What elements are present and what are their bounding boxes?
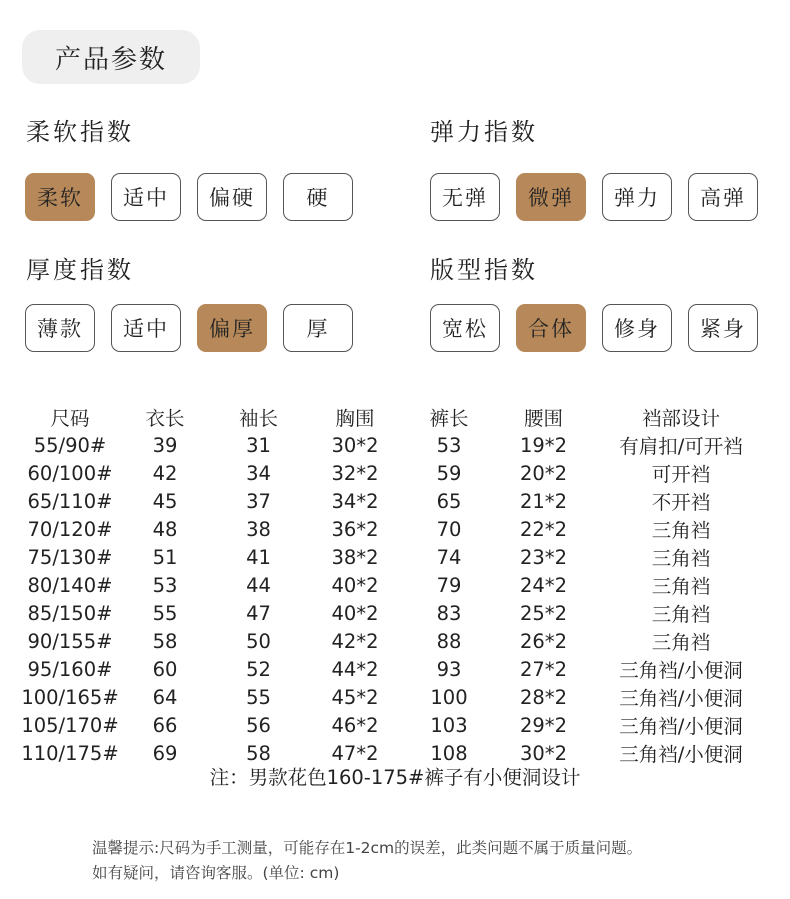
header-top-length: 衣长 — [145, 407, 185, 430]
table-cell: 70/120# — [27, 517, 113, 541]
table-cell: 108 — [430, 741, 468, 765]
table-cell: 44 — [246, 573, 271, 597]
thickness-option-1: 薄款 — [25, 304, 95, 352]
softness-option-1: 柔软 — [25, 173, 95, 221]
table-cell: 23*2 — [520, 545, 567, 569]
table-cell: 55 — [246, 685, 271, 709]
table-cell: 34*2 — [331, 489, 379, 513]
table-cell: 三角裆 — [651, 519, 711, 542]
table-cell: 88 — [436, 629, 462, 653]
table-cell: 37 — [246, 489, 271, 513]
table-row — [20, 711, 770, 739]
table-cell: 25*2 — [520, 601, 567, 625]
table-cell: 74 — [436, 545, 462, 569]
table-row — [20, 571, 770, 599]
table-cell: 53 — [436, 433, 462, 457]
table-cell: 38*2 — [331, 545, 379, 569]
elasticity-title: 弹力指数 — [430, 118, 538, 146]
thickness-option-3: 偏厚 — [197, 304, 267, 352]
table-cell: 22*2 — [520, 517, 567, 541]
fit-option-1: 宽松 — [430, 304, 500, 352]
table-cell: 31 — [246, 433, 271, 457]
elasticity-option-3: 弹力 — [602, 173, 672, 221]
table-body — [20, 431, 770, 767]
table-cell: 39 — [152, 433, 178, 457]
table-cell: 三角裆 — [651, 575, 711, 598]
softness-option-3: 偏硬 — [197, 173, 267, 221]
table-cell: 40*2 — [331, 573, 379, 597]
table-cell: 不开裆 — [651, 491, 711, 514]
table-row — [20, 627, 770, 655]
table-cell: 85/150# — [27, 601, 113, 625]
softness-title: 柔软指数 — [26, 118, 134, 146]
table-cell: 58 — [152, 629, 178, 653]
table-cell: 75/130# — [27, 545, 113, 569]
table-cell: 有肩扣/可开裆 — [619, 435, 743, 458]
table-cell: 46*2 — [331, 713, 379, 737]
table-cell: 27*2 — [520, 657, 567, 681]
header-sleeve-length: 袖长 — [238, 407, 278, 430]
table-cell: 90/155# — [27, 629, 113, 653]
table-cell: 55 — [152, 601, 178, 625]
footer-notice-line-2: 如有疑问，请咨询客服。(单位: cm) — [92, 864, 340, 882]
header-crotch-design: 裆部设计 — [641, 407, 720, 430]
softness-options — [25, 173, 353, 221]
table-cell: 三角裆/小便洞 — [619, 687, 743, 710]
table-cell: 64 — [152, 685, 178, 709]
table-cell: 105/170# — [21, 713, 119, 737]
table-cell: 47*2 — [331, 741, 379, 765]
table-header-row — [20, 403, 770, 431]
table-cell: 45*2 — [331, 685, 379, 709]
size-table — [20, 403, 770, 767]
table-cell: 20*2 — [520, 461, 567, 485]
table-cell: 38 — [246, 517, 271, 541]
table-cell: 100/165# — [21, 685, 119, 709]
table-cell: 100 — [430, 685, 468, 709]
table-cell: 59 — [436, 461, 462, 485]
table-cell: 58 — [246, 741, 271, 765]
table-cell: 103 — [430, 713, 468, 737]
table-cell: 34 — [246, 461, 271, 485]
table-cell: 41 — [246, 545, 271, 569]
table-cell: 60/100# — [27, 461, 113, 485]
table-row — [20, 459, 770, 487]
table-cell: 80/140# — [27, 573, 113, 597]
elasticity-option-1: 无弹 — [430, 173, 500, 221]
table-cell: 可开裆 — [651, 463, 711, 486]
table-cell: 42*2 — [331, 629, 379, 653]
header-size: 尺码 — [50, 407, 90, 430]
header-pants-length: 裤长 — [429, 407, 469, 430]
fit-option-3: 修身 — [602, 304, 672, 352]
table-cell: 47 — [246, 601, 271, 625]
table-cell: 45 — [152, 489, 178, 513]
table-cell: 52 — [246, 657, 271, 681]
section-header-pill — [22, 30, 200, 84]
table-cell: 42 — [152, 461, 178, 485]
header-chest: 胸围 — [335, 407, 375, 430]
table-cell: 36*2 — [331, 517, 379, 541]
table-cell: 三角裆/小便洞 — [619, 715, 743, 738]
table-cell: 69 — [152, 741, 178, 765]
page-title: 产品参数 — [54, 44, 167, 75]
table-row — [20, 543, 770, 571]
table-cell: 60 — [152, 657, 178, 681]
table-row — [20, 655, 770, 683]
table-row — [20, 431, 770, 459]
thickness-option-2: 适中 — [111, 304, 181, 352]
table-row — [20, 487, 770, 515]
table-row — [20, 599, 770, 627]
table-cell: 24*2 — [520, 573, 567, 597]
table-cell: 50 — [246, 629, 271, 653]
table-cell: 三角裆/小便洞 — [619, 743, 743, 766]
table-cell: 66 — [152, 713, 178, 737]
table-cell: 56 — [246, 713, 271, 737]
thickness-title: 厚度指数 — [26, 256, 134, 284]
table-cell: 30*2 — [331, 433, 379, 457]
fit-option-4: 紧身 — [688, 304, 758, 352]
table-cell: 26*2 — [520, 629, 567, 653]
table-cell: 28*2 — [520, 685, 567, 709]
footer-notice-line-1: 温馨提示:尺码为手工测量，可能存在1-2cm的误差，此类问题不属于质量问题。 — [92, 839, 643, 857]
softness-option-4: 硬 — [283, 173, 353, 221]
table-cell: 三角裆 — [651, 603, 711, 626]
table-cell: 三角裆 — [651, 547, 711, 570]
table-cell: 44*2 — [331, 657, 379, 681]
table-note: 注：男款花色160-175#裤子有小便洞设计 — [209, 766, 581, 789]
table-cell: 48 — [152, 517, 178, 541]
table-cell: 51 — [152, 545, 178, 569]
table-row — [20, 683, 770, 711]
header-waist: 腰围 — [523, 407, 563, 430]
elasticity-option-4: 高弹 — [688, 173, 758, 221]
table-cell: 55/90# — [33, 433, 107, 457]
fit-option-2: 合体 — [516, 304, 586, 352]
table-cell: 三角裆 — [651, 631, 711, 654]
elasticity-option-2: 微弹 — [516, 173, 586, 221]
table-cell: 93 — [436, 657, 462, 681]
table-cell: 95/160# — [27, 657, 113, 681]
table-cell: 53 — [152, 573, 178, 597]
table-cell: 83 — [436, 601, 462, 625]
thickness-option-4: 厚 — [283, 304, 353, 352]
table-cell: 19*2 — [520, 433, 567, 457]
table-cell: 65 — [436, 489, 462, 513]
elasticity-options — [430, 173, 758, 221]
table-cell: 79 — [436, 573, 462, 597]
thickness-options — [25, 304, 353, 352]
table-cell: 29*2 — [520, 713, 567, 737]
table-cell: 三角裆/小便洞 — [619, 659, 743, 682]
table-cell: 40*2 — [331, 601, 379, 625]
table-cell: 70 — [436, 517, 462, 541]
fit-options — [430, 304, 758, 352]
table-cell: 32*2 — [331, 461, 379, 485]
table-cell: 21*2 — [520, 489, 567, 513]
softness-option-2: 适中 — [111, 173, 181, 221]
table-cell: 65/110# — [27, 489, 113, 513]
table-cell: 110/175# — [21, 741, 119, 765]
table-cell: 30*2 — [520, 741, 567, 765]
fit-title: 版型指数 — [430, 256, 538, 284]
table-row — [20, 515, 770, 543]
